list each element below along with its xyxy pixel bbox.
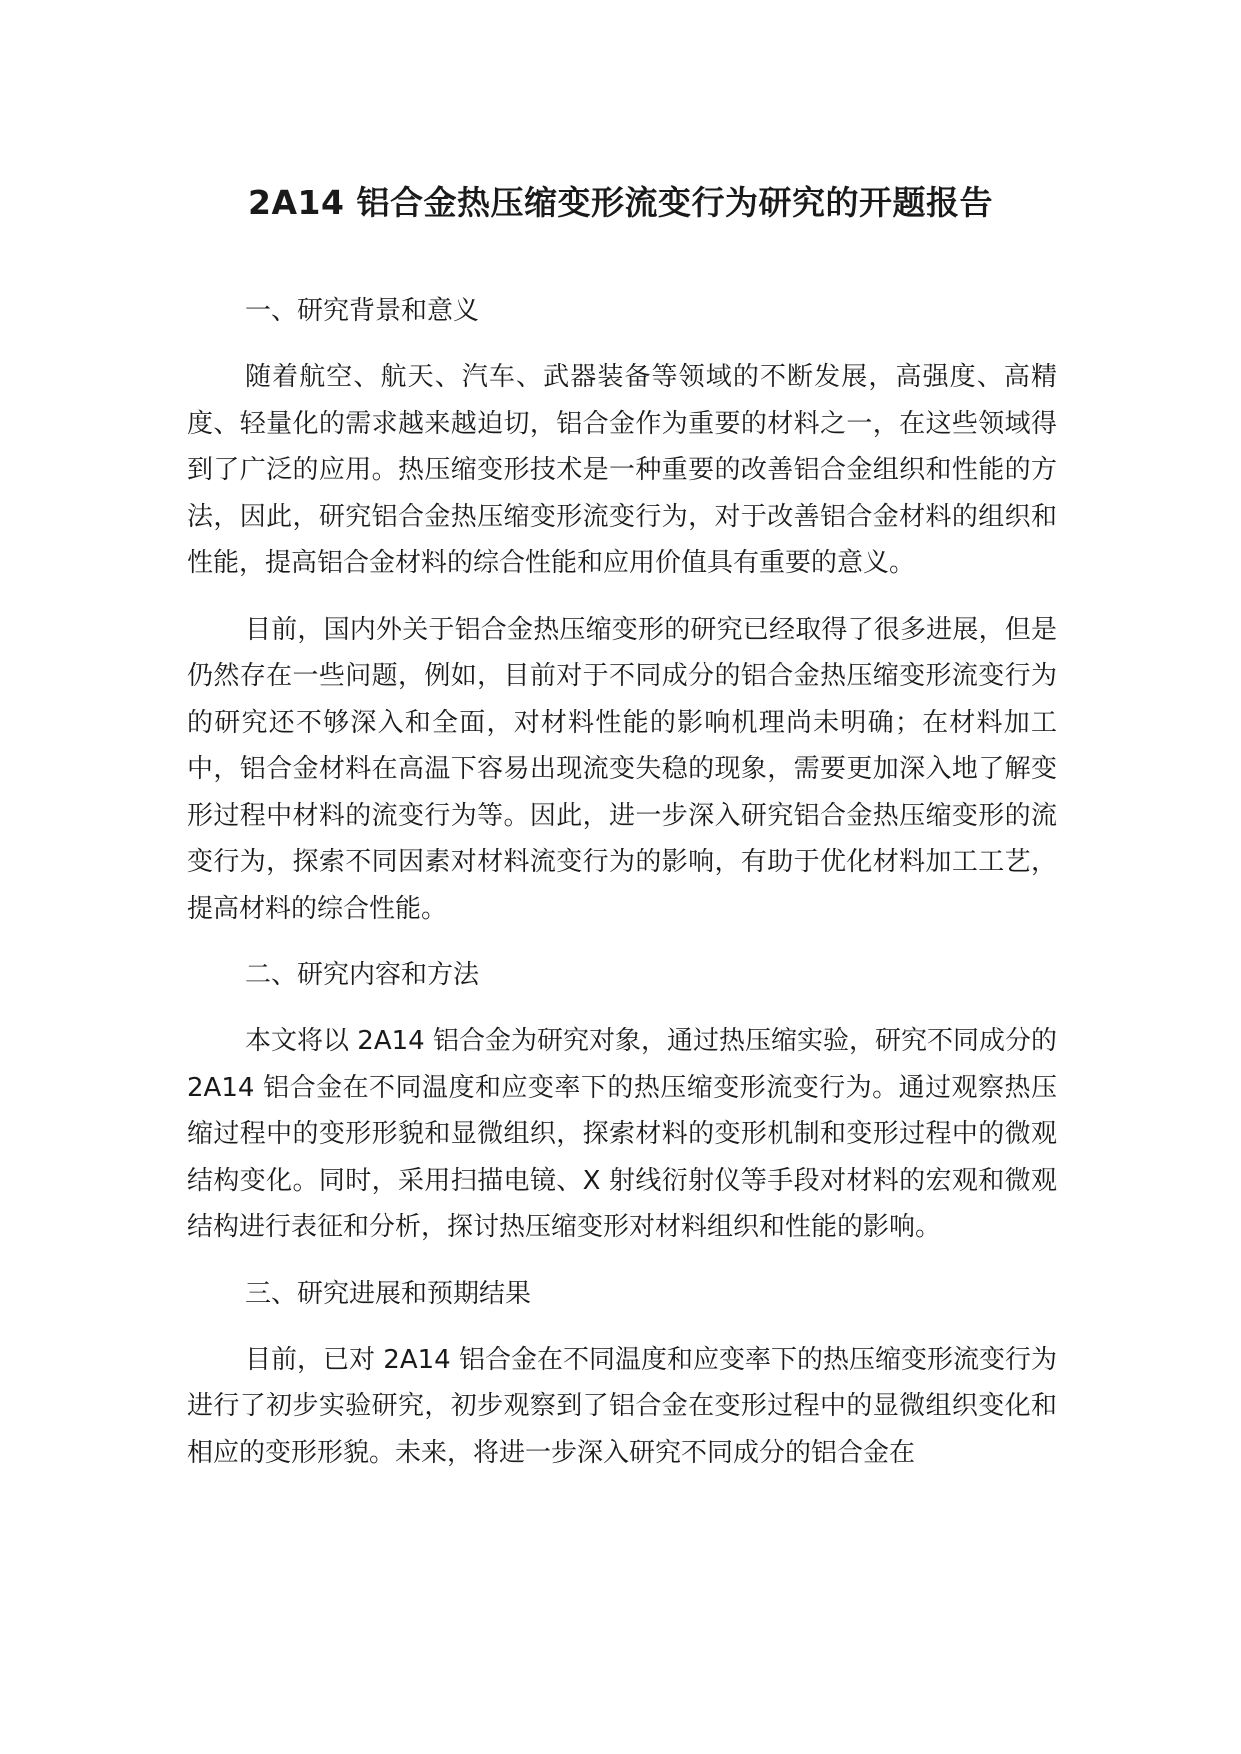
paragraph: 目前，已对 2A14 铝合金在不同温度和应变率下的热压缩变形流变行为进行了初步实验研究，初步观察到了铝合金在变形过程中的显微组织变化和相应的变形形貌。未来，将进一步深入研究不同成分的铝合金在: [187, 1344, 1057, 1468]
section-content-methods: [187, 952, 1057, 1271]
section-heading: 三、研究进展和预期结果: [245, 1278, 532, 1309]
paragraph: 随着航空、航天、汽车、武器装备等领域的不断发展，高强度、高精度、轻量化的需求越来越迫切，铝合金作为重要的材料之一，在这些领域得到了广泛的应用。热压缩变形技术是一种重要的改善铝合金组织和性能的方法，因此，研究铝合金热压缩变形流变行为，对于改善铝合金材料的组织和性能，提高铝合金材料的综合性能和应用价值具有重要的意义。: [187, 362, 1057, 578]
section-heading: 一、研究背景和意义: [245, 296, 480, 326]
paragraph: 目前，国内外关于铝合金热压缩变形的研究已经取得了很多进展，但是仍然存在一些问题，例如，目前对于不同成分的铝合金热压缩变形流变行为的研究还不够深入和全面，对材料性能的影响机理尚未明确；在材料加工中，铝合金材料在高温下容易出现流变失稳的现象，需要更加深入地了解变形过程中材料的流变行为等。因此，进一步深入研究铝合金热压缩变形的流变行为，探索不同因素对材料流变行为的影响，有助于优化材料加工工艺，提高材料的综合性能。: [187, 614, 1057, 924]
paragraph: 本文将以 2A14 铝合金为研究对象，通过热压缩实验，研究不同成分的 2A14 铝合金在不同温度和应变率下的热压缩变形流变行为。通过观察热压缩过程中的变形形貌和显微组织，探索材料的变形机制和变形过程中的微观结构变化。同时，采用扫描电镜、X 射线衍射仪等手段对材料的宏观和微观结构进行表征和分析，探讨热压缩变形对材料组织和性能的影响。: [187, 1026, 1057, 1242]
document-title: 2A14 铝合金热压缩变形流变行为研究的开题报告: [248, 183, 993, 222]
section-background: [187, 288, 1057, 952]
section-progress: [187, 1271, 1057, 1477]
section-heading: 二、研究内容和方法: [245, 960, 480, 990]
document-body: [187, 288, 1057, 1476]
